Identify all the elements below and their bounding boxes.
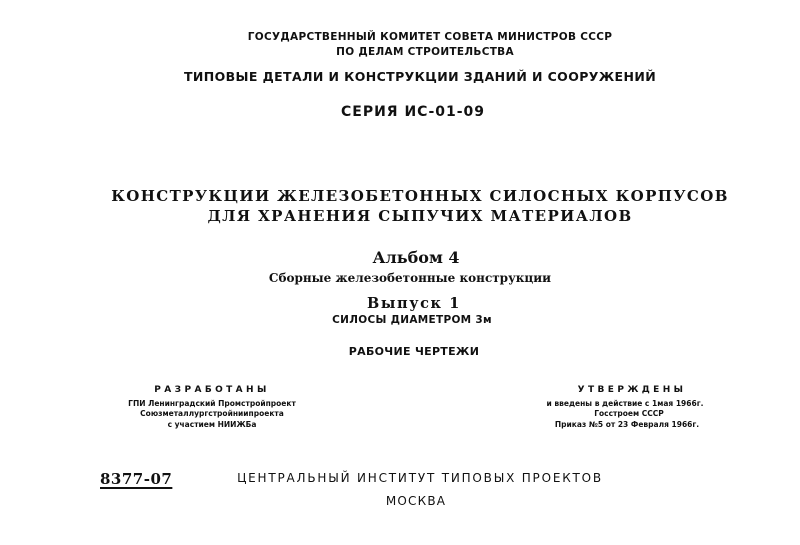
developed-heading: РАЗРАБОТАНЫ <box>154 385 270 395</box>
approved-line3: Приказ №5 от 23 Февраля 1966г. <box>554 420 700 429</box>
document-title-line2: ДЛЯ ХРАНЕНИЯ СЫПУЧИХ МАТЕРИАЛОВ <box>207 207 633 225</box>
issue-label: Выпуск 1 <box>367 295 461 312</box>
approved-line2: Госстроем СССР <box>594 409 664 418</box>
series-number: СЕРИЯ ИС-01-09 <box>340 104 486 120</box>
drawings-label: РАБОЧИЕ ЧЕРТЕЖИ <box>348 345 480 358</box>
album-label: Альбом 4 <box>372 248 460 267</box>
issue-subtitle: СИЛОСЫ ДИАМЕТРОМ 3м <box>332 314 492 326</box>
approved-line1: и введены в действие с 1мая 1966г. <box>546 399 704 408</box>
developed-line3: с участием НИИЖБа <box>167 420 257 429</box>
publisher-city: МОСКВА <box>385 494 447 508</box>
developed-line1: ГПИ Ленинградский Промстройпроект <box>128 399 296 408</box>
album-subtitle: Сборные железобетонные конструкции <box>268 271 552 285</box>
publisher-institute: ЦЕНТРАЛЬНЫЙ ИНСТИТУТ ТИПОВЫХ ПРОЕКТОВ <box>237 471 603 485</box>
agency-name-line2: ПО ДЕЛАМ СТРОИТЕЛЬСТВА <box>336 46 514 58</box>
agency-name-line1: ГОСУДАРСТВЕННЫЙ КОМИТЕТ СОВЕТА МИНИСТРОВ СССР <box>247 31 613 43</box>
approved-heading: УТВЕРЖДЕНЫ <box>577 385 687 395</box>
publication-category: ТИПОВЫЕ ДЕТАЛИ И КОНСТРУКЦИИ ЗДАНИЙ И СООРУЖЕНИЙ <box>183 69 657 84</box>
document-code: 8377-07 <box>100 470 173 488</box>
document-title-line1: КОНСТРУКЦИИ ЖЕЛЕЗОБЕТОННЫХ СИЛОСНЫХ КОРПУСОВ <box>111 187 729 205</box>
developed-line2: Союзметаллургстройниипроекта <box>140 409 284 418</box>
